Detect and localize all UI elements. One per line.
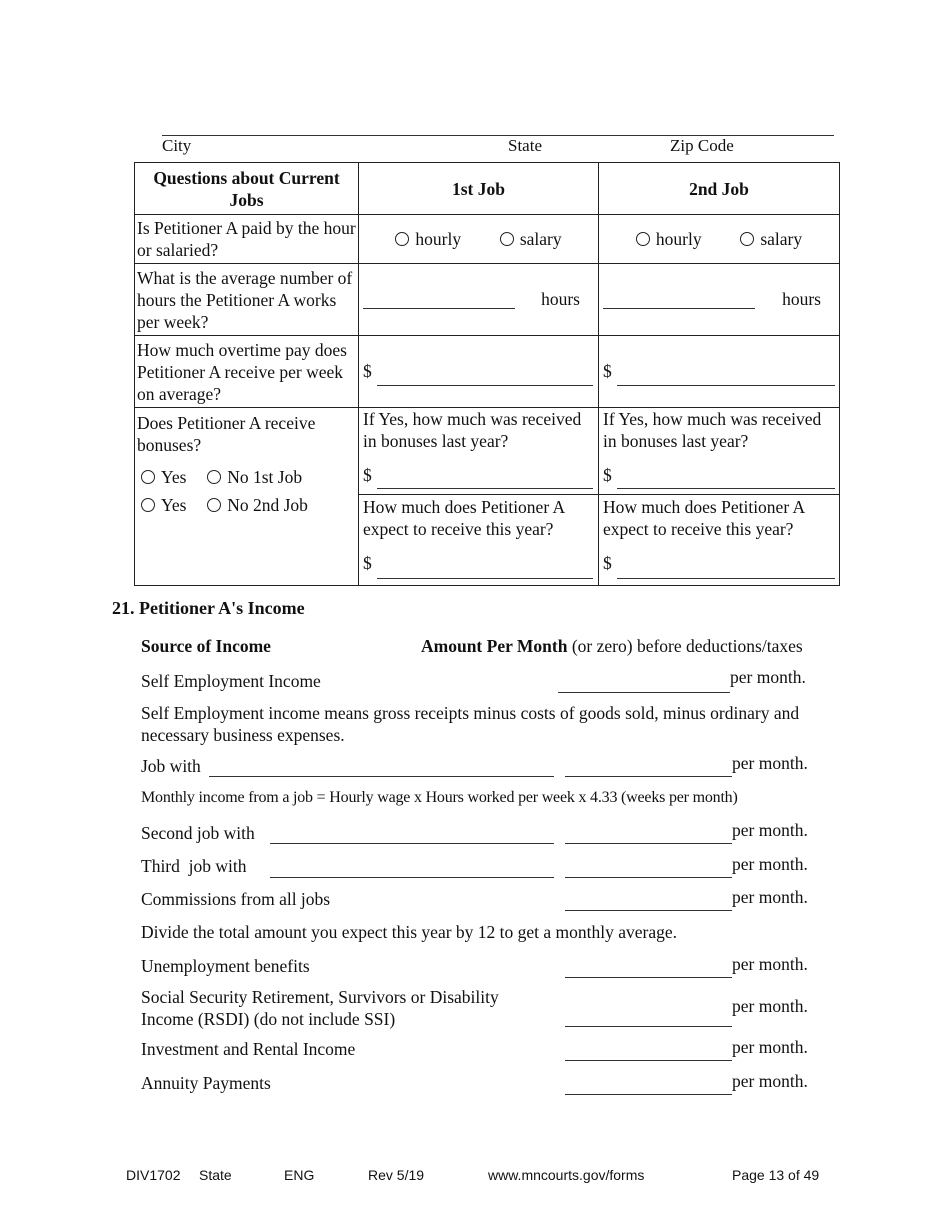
- commissions-label: Commissions from all jobs: [141, 889, 331, 909]
- hourly-radio-2[interactable]: [636, 229, 702, 249]
- bonus-this-year-field-1[interactable]: [377, 578, 593, 579]
- per-month-label: per month.: [732, 1071, 808, 1091]
- bonus-last-year-label: If Yes, how much was received in bonuses last year?: [603, 409, 822, 451]
- currency-sign: $: [603, 361, 612, 381]
- header-questions: Questions about Current Jobs: [135, 163, 359, 215]
- unemployment-label: Unemployment benefits: [141, 956, 310, 976]
- bonus-this-year-label: How much does Petitioner A expect to receive this year?: [603, 497, 805, 539]
- table-header-row: [135, 163, 840, 215]
- section-title: 21. Petitioner A's Income: [112, 598, 305, 618]
- bonus-this-year-field-2[interactable]: [617, 578, 835, 579]
- third-job-label: Third job with: [141, 856, 247, 876]
- rsdi-label-line1: Social Security Retirement, Survivors or Disability: [141, 987, 499, 1007]
- second-job-label: Second job with: [141, 823, 255, 843]
- no-1st-label: No 1st Job: [227, 467, 303, 487]
- no-2nd-label: No 2nd Job: [227, 495, 308, 515]
- investment-field[interactable]: [565, 1060, 732, 1061]
- bonus-1st-options: [141, 466, 302, 488]
- salary-label: salary: [519, 229, 562, 249]
- hours-field-2[interactable]: [603, 308, 755, 309]
- question-overtime: How much overtime pay does Petitioner A receive per week on average?: [135, 336, 359, 408]
- hourly-label: hourly: [655, 229, 702, 249]
- third-job-amount-field[interactable]: [565, 877, 732, 878]
- per-month-label: per month.: [732, 954, 808, 974]
- header-1st-job: 1st Job: [359, 163, 599, 215]
- jobs-table: [134, 162, 840, 586]
- unemployment-field[interactable]: [565, 977, 732, 978]
- salary-label: salary: [760, 229, 803, 249]
- source-header: Source of Income: [141, 636, 271, 656]
- third-job-employer-field[interactable]: [270, 877, 554, 878]
- question-hours: What is the average number of hours the Petitioner A works per week?: [135, 264, 359, 336]
- bonus-yes-2nd[interactable]: [141, 495, 186, 515]
- header-2nd-job: 2nd Job: [599, 163, 840, 215]
- radio-circle-icon[interactable]: [207, 498, 221, 512]
- monthly-income-note: Monthly income from a job = Hourly wage x Hours worked per week x 4.33 (weeks per month): [141, 789, 738, 806]
- table-row: [135, 336, 840, 408]
- table-row: [135, 215, 840, 264]
- annuity-field[interactable]: [565, 1094, 732, 1095]
- per-month-label: per month.: [732, 820, 808, 840]
- footer-url[interactable]: www.mncourts.gov/forms: [488, 1167, 645, 1183]
- radio-circle-icon[interactable]: [636, 232, 650, 246]
- table-row: [135, 264, 840, 336]
- rsdi-label-line2: Income (RSDI) (do not include SSI): [141, 1009, 396, 1029]
- bonus-no-1st[interactable]: [207, 467, 302, 487]
- currency-sign: $: [603, 553, 612, 573]
- hourly-radio-1[interactable]: [395, 229, 461, 249]
- radio-circle-icon[interactable]: [141, 498, 155, 512]
- bonus-last-year-field-1[interactable]: [377, 488, 593, 489]
- radio-circle-icon[interactable]: [740, 232, 754, 246]
- per-month-label: per month.: [732, 996, 808, 1016]
- yes-label: Yes: [161, 467, 187, 487]
- self-employment-field[interactable]: [558, 692, 730, 693]
- per-month-label: per month.: [732, 854, 808, 874]
- commissions-field[interactable]: [565, 910, 732, 911]
- bonus-last-year-label: If Yes, how much was received in bonuses last year?: [363, 409, 582, 451]
- divide-note: Divide the total amount you expect this year by 12 to get a monthly average.: [141, 922, 678, 942]
- amount-header-rest: (or zero) before deductions/taxes: [571, 636, 803, 656]
- currency-sign: $: [363, 553, 372, 573]
- radio-circle-icon[interactable]: [395, 232, 409, 246]
- second-job-amount-field[interactable]: [565, 843, 732, 844]
- hourly-label: hourly: [415, 229, 462, 249]
- bonus-no-2nd[interactable]: [207, 495, 308, 515]
- footer-page-number: Page 13 of 49: [732, 1167, 820, 1183]
- footer-language: ENG: [284, 1167, 315, 1183]
- footer-revision: Rev 5/19: [368, 1167, 425, 1183]
- annuity-label: Annuity Payments: [141, 1073, 271, 1093]
- hours-unit-1: hours: [541, 289, 580, 309]
- job-employer-field[interactable]: [209, 776, 554, 777]
- bonus-this-year-label: How much does Petitioner A expect to receive this year?: [363, 497, 565, 539]
- overtime-field-2[interactable]: [617, 385, 835, 386]
- bonus-2nd-options: [141, 494, 308, 516]
- bonus-last-year-field-2[interactable]: [617, 488, 835, 489]
- hours-unit-2: hours: [782, 289, 821, 309]
- bonus-yes-1st[interactable]: [141, 467, 186, 487]
- radio-circle-icon[interactable]: [207, 470, 221, 484]
- amount-header-bold: Amount Per Month: [421, 636, 568, 656]
- currency-sign: $: [603, 465, 612, 485]
- currency-sign: $: [363, 465, 372, 485]
- question-paid: Is Petitioner A paid by the hour or salaried?: [135, 215, 359, 264]
- currency-sign: $: [363, 361, 372, 381]
- salary-radio-2[interactable]: [740, 229, 802, 249]
- overtime-field-1[interactable]: [377, 385, 593, 386]
- state-label: State: [508, 136, 542, 155]
- second-job-employer-field[interactable]: [270, 843, 554, 844]
- table-row: [135, 408, 840, 586]
- job-amount-field[interactable]: [565, 776, 732, 777]
- job-with-label: Job with: [141, 756, 201, 776]
- yes-label: Yes: [161, 495, 187, 515]
- rsdi-field[interactable]: [565, 1026, 732, 1027]
- self-employment-note: Self Employment income means gross receipts minus costs of goods sold, minus ordinary and necessary business expenses.: [141, 703, 800, 745]
- city-label: City: [162, 136, 192, 155]
- per-month-label: per month.: [732, 753, 808, 773]
- radio-circle-icon[interactable]: [141, 470, 155, 484]
- footer-state: State: [199, 1167, 232, 1183]
- investment-label: Investment and Rental Income: [141, 1039, 356, 1059]
- amount-header: [421, 636, 803, 657]
- salary-radio-1[interactable]: [500, 229, 562, 249]
- footer-form-code: DIV1702: [126, 1167, 181, 1183]
- zip-label: Zip Code: [670, 136, 734, 155]
- self-employment-label: Self Employment Income: [141, 671, 321, 691]
- per-month-label: per month.: [732, 887, 808, 907]
- per-month-label: per month.: [732, 1037, 808, 1057]
- hours-field-1[interactable]: [363, 308, 515, 309]
- per-month-label: per month.: [730, 667, 806, 687]
- question-bonus: Does Petitioner A receive bonuses?: [137, 413, 316, 455]
- radio-circle-icon[interactable]: [500, 232, 514, 246]
